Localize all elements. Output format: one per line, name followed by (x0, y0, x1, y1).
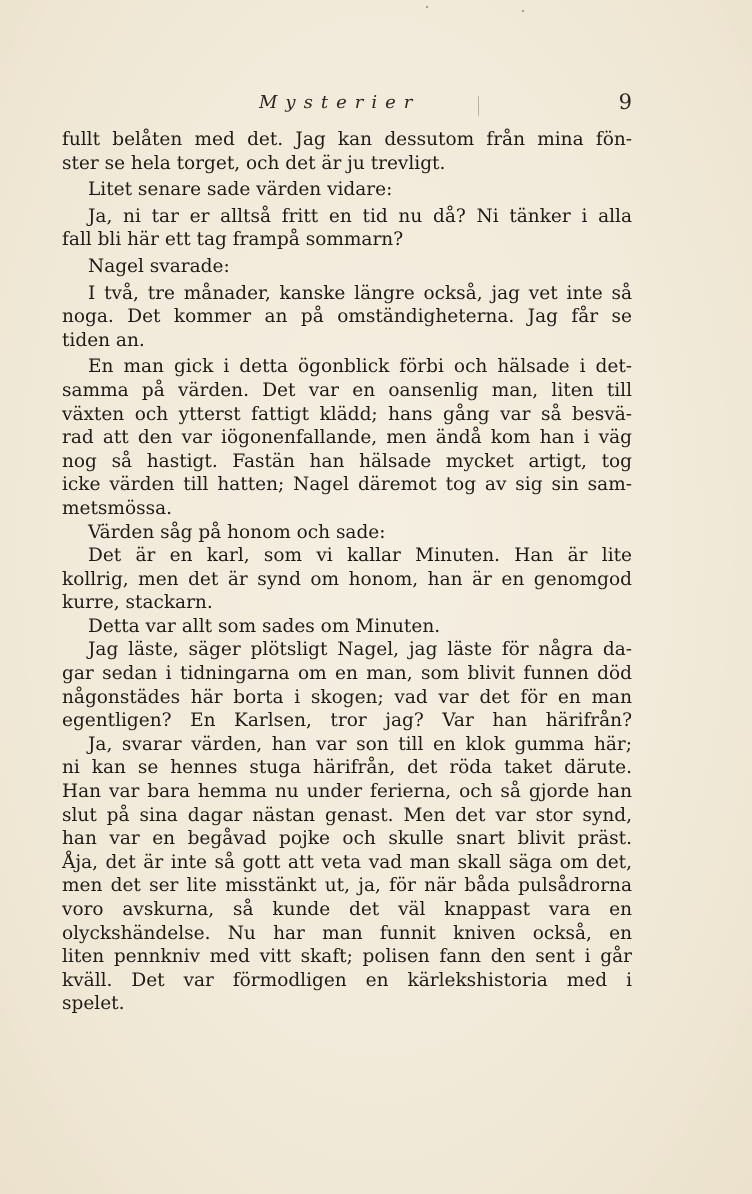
text-line: Värden såg på honom och sade: (88, 521, 386, 543)
text-line: slut på sina dagar nästan genast. Men det var stor synd, (62, 804, 632, 826)
text-line: ni kan se hennes stuga härifrån, det röda taket därute. (62, 757, 632, 779)
text-line: voro avskurna, så kunde det väl knappast vara en (62, 899, 632, 920)
page-header (62, 88, 632, 120)
text-line: fullt belåten med det. Jag kan dessutom från mina fön- (62, 129, 632, 150)
paper-speck (426, 6, 428, 8)
text-line: Ja, ni tar er alltså fritt en tid nu då? Ni tänker i alla (88, 205, 632, 227)
text-line: kurre, stackarn. (62, 592, 213, 614)
running-title: Mysterier (259, 92, 421, 113)
text-line: Åja, det är inte så gott att veta vad man skall säga om det, (62, 851, 632, 873)
text-line: ster se hela torget, och det är ju trevligt. (62, 152, 446, 174)
text-line: liten pennkniv med vitt skaft; polisen fann den sent i går (62, 946, 632, 968)
text-line: egentligen? En Karlsen, tror jag? Var han härifrån? (62, 710, 632, 732)
text-line: samma på värden. Det var en oansenlig man, liten till (62, 379, 632, 401)
text-line: Nagel svarade: (88, 255, 230, 277)
text-line: Han var bara hemma nu under ferierna, och så gjorde han (62, 781, 632, 803)
text-line: En man gick i detta ögonblick förbi och hälsade i det- (88, 356, 632, 378)
body-text (62, 128, 632, 1016)
text-line: kollrig, men det är synd om honom, han är en genomgod (62, 568, 632, 590)
text-line: Jag läste, säger plötsligt Nagel, jag läste för några da- (88, 639, 632, 661)
text-line: Det är en karl, som vi kallar Minuten. Han är lite (88, 545, 632, 567)
text-line: olyckshändelse. Nu har man funnit kniven också, en (62, 922, 632, 944)
page-number: 9 (618, 90, 632, 114)
text-line: noga. Det kommer an på omständigheterna. Jag får se (62, 306, 632, 328)
text-line: fall bli här ett tag frampå sommarn? (62, 229, 404, 251)
text-line: kväll. Det var förmodligen en kärlekshistoria med i (62, 969, 632, 991)
text-line: växten och ytterst fattigt klädd; hans gång var så besvä- (62, 403, 632, 425)
text-line: Detta var allt som sades om Minuten. (88, 615, 441, 637)
text-line: nog så hastigt. Fastän han hälsade mycket artigt, tog (62, 450, 632, 472)
text-line: någonstädes här borta i skogen; vad var det för en man (62, 686, 632, 708)
text-line: tiden an. (62, 329, 145, 351)
text-line: spelet. (62, 993, 125, 1015)
paper-speck (522, 10, 524, 12)
text-line: Litet senare sade värden vidare: (88, 179, 393, 201)
text-line: metsmössa. (62, 497, 172, 519)
text-line: rad att den var iögonenfallande, men ändå kom han i väg (62, 427, 632, 449)
text-line: men det ser lite misstänkt ut, ja, för när båda pulsådrorna (62, 875, 632, 897)
text-line: Ja, svarar värden, han var son till en klok gumma här; (88, 733, 632, 755)
text-line: I två, tre månader, kanske längre också, jag vet inte så (88, 282, 632, 304)
text-line: han var en begåvad pojke och skulle snart blivit präst. (62, 828, 632, 850)
text-line: gar sedan i tidningarna om en man, som blivit funnen död (62, 663, 632, 685)
text-line: icke värden till hatten; Nagel däremot tog av sig sin sam- (62, 474, 632, 496)
